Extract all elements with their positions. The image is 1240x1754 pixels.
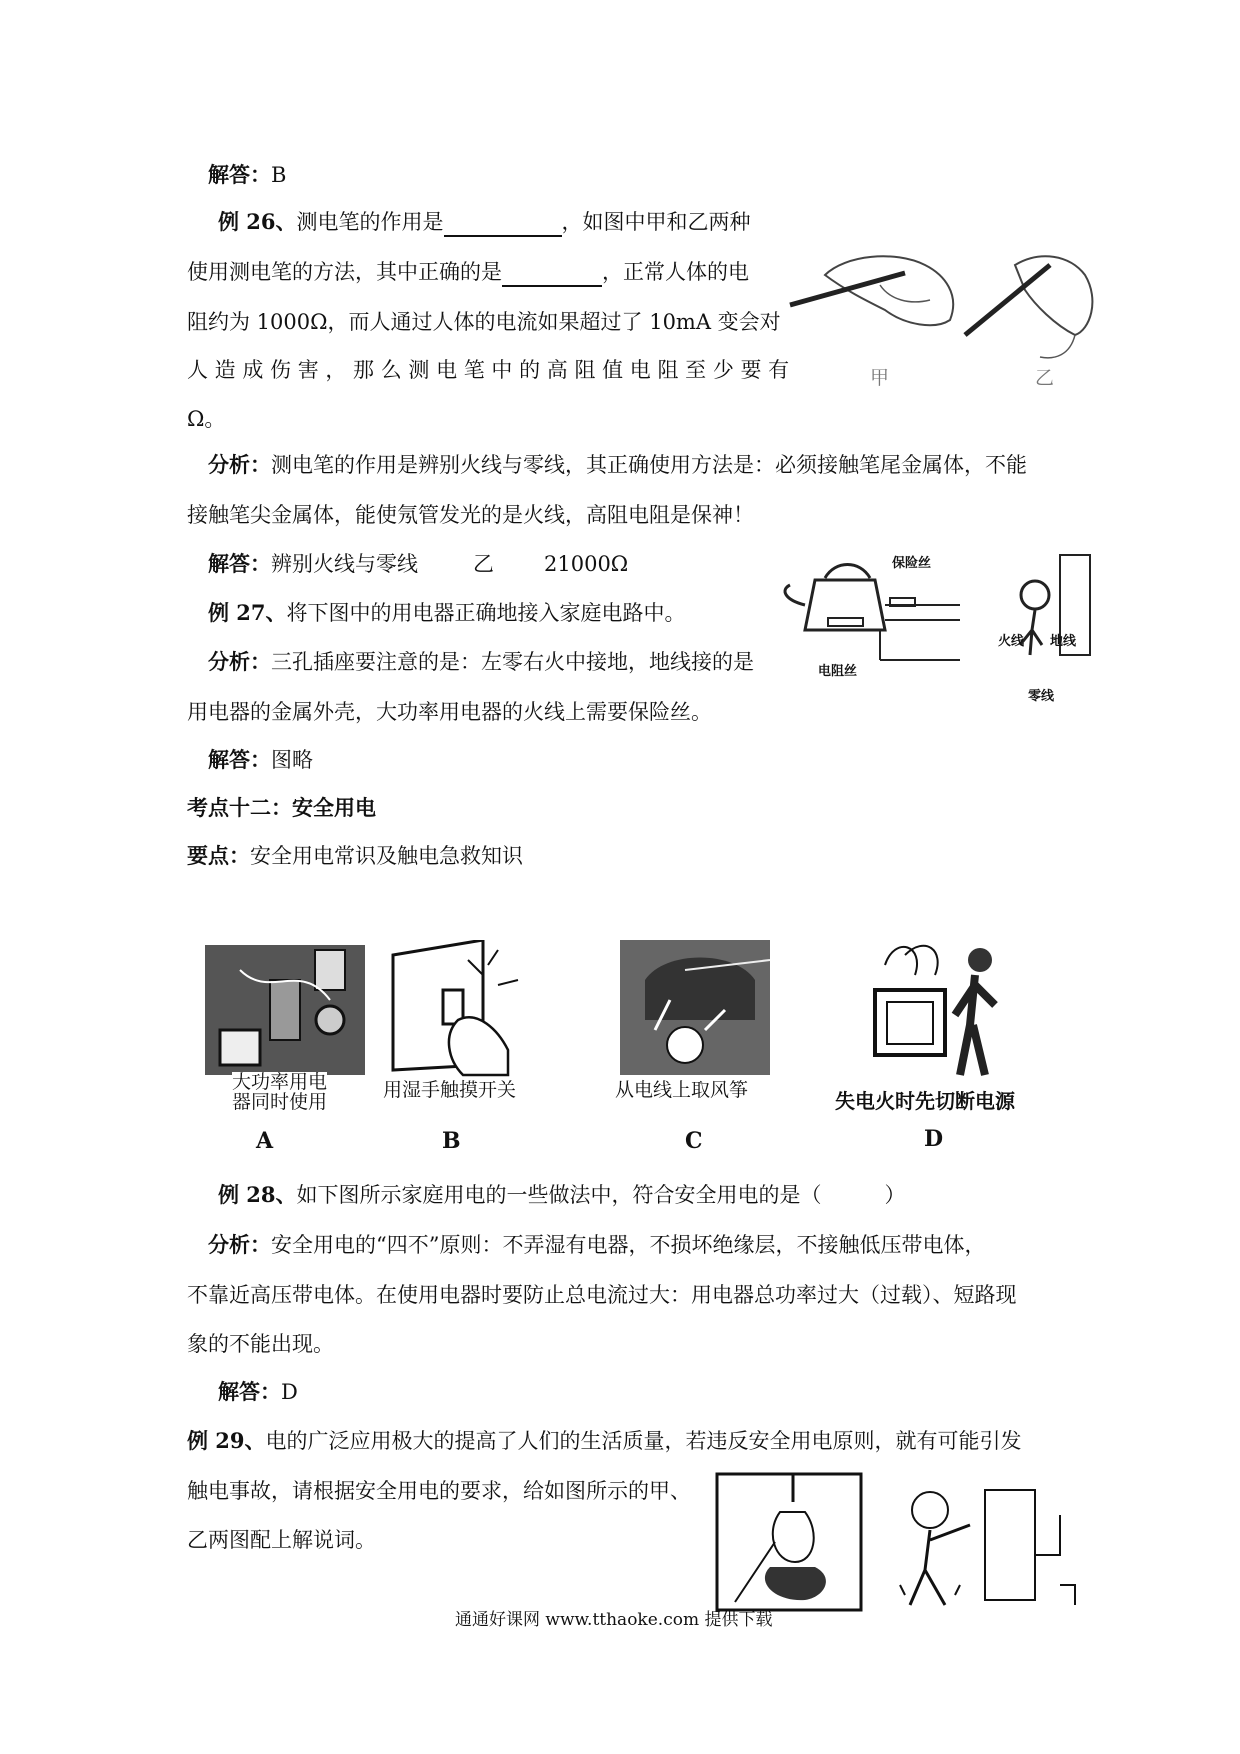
- figure-a: [200, 940, 372, 1120]
- key-point-text: 安全用电常识及触电急救知识: [250, 844, 523, 868]
- answer-text: 图略: [271, 748, 313, 772]
- figure-a-caption: 大功率用电 器同时使用: [232, 1071, 328, 1113]
- figure-a-letter: A: [256, 1128, 274, 1154]
- example-29-line-3: 乙两图配上解说词。: [187, 1528, 376, 1552]
- test-pen-figure: [785, 245, 1115, 395]
- answer-text: 辨别火线与零线: [271, 552, 418, 576]
- example-text: 使用测电笔的方法，其中正确的是: [187, 260, 502, 284]
- example-26-line-1: [218, 207, 751, 237]
- example-26-line-3: 阻约为 1000Ω，而人通过人体的电流如果超过了 10mA 变会对: [187, 310, 781, 334]
- figure-29-yi: [890, 1475, 1090, 1615]
- answer-text: B: [271, 163, 287, 187]
- analysis-28-line-1: [208, 1230, 985, 1260]
- answer-label: 解答：: [208, 162, 271, 187]
- circuit-figure: [780, 550, 1100, 710]
- answer-blank-1[interactable]: [444, 211, 562, 237]
- example-label: 例 26、: [218, 209, 297, 234]
- analysis-label: 分析：: [208, 1232, 271, 1257]
- analysis-28-line-3: 象的不能出现。: [187, 1332, 334, 1356]
- example-29-line-1: [187, 1426, 1022, 1456]
- answer-label: 解答：: [218, 1379, 281, 1404]
- footer-credit: 通通好课网 www.tthaoke.com 提供下载: [455, 1610, 773, 1630]
- figure-d: [835, 935, 1045, 1120]
- key-point: [187, 841, 523, 871]
- ground-wire-label: 地线: [1050, 634, 1077, 649]
- figure-d-caption: 失电火时先切断电源: [835, 1089, 1015, 1113]
- resistor-wire: [828, 618, 863, 626]
- answer-28: [218, 1377, 298, 1407]
- neutral-wire-label: 零线: [1028, 689, 1055, 704]
- example-label: 例 29、: [187, 1428, 266, 1453]
- analysis-26-line-1: [208, 450, 1027, 480]
- test-pen-illustration: [785, 245, 1115, 395]
- figure-d-letter: D: [924, 1126, 944, 1152]
- figure-b-caption: 用湿手触摸开关: [383, 1079, 517, 1101]
- analysis-text: 测电笔的作用是辨别火线与零线，其正确使用方法是：必须接触笔尾金属体，不能: [271, 453, 1027, 477]
- figure-b-letter: B: [442, 1128, 461, 1154]
- figure-label-jia: 甲: [870, 367, 890, 389]
- plug: [1021, 581, 1049, 609]
- test-pen-jia: [790, 273, 905, 305]
- analysis-label: 分析：: [208, 649, 271, 674]
- analysis-text: 三孔插座要注意的是：左零右火中接地，地线接的是: [271, 650, 754, 674]
- example-label: 例 27、: [208, 600, 287, 625]
- figure-b: [383, 940, 538, 1115]
- test-pen-yi: [965, 265, 1050, 335]
- analysis-27-line-2: 用电器的金属外壳，大功率用电器的火线上需要保险丝。: [187, 700, 712, 724]
- live-wire-label: 火线: [998, 634, 1025, 649]
- wet-bulb-illustration: [715, 1472, 863, 1612]
- figure-c-caption: 从电线上取风筝: [615, 1079, 749, 1101]
- answer-label: 解答：: [208, 747, 271, 772]
- key-point-label: 要点：: [187, 843, 250, 868]
- example-29-line-2: 触电事故，请根据安全用电的要求，给如图所示的甲、: [187, 1479, 691, 1503]
- answer-text: 乙: [473, 552, 494, 576]
- example-26-line-2: [187, 257, 749, 287]
- example-text: ，正常人体的电: [602, 260, 749, 284]
- analysis-26-line-2: 接触笔尖金属体，能使氖管发光的是火线，高阻电阻是保神！: [187, 503, 754, 527]
- analysis-text: 安全用电的“四不”原则：不弄湿有电器，不损坏绝缘层，不接触低压带电体，: [271, 1233, 986, 1257]
- example-27: [208, 598, 686, 628]
- example-26-line-5: Ω。: [187, 407, 226, 431]
- analysis-label: 分析：: [208, 452, 271, 477]
- example-label: 例 28、: [218, 1182, 297, 1207]
- answer-blank-2[interactable]: [502, 261, 602, 287]
- answer-text: D: [281, 1380, 298, 1404]
- answer-26: [208, 549, 628, 579]
- example-text: ，如图中甲和乙两种: [561, 210, 751, 234]
- example-text: 将下图中的用电器正确地接入家庭电路中。: [286, 601, 686, 625]
- resistor-label: 电阻丝: [818, 664, 858, 679]
- analysis-27-line-1: [208, 647, 754, 677]
- fuse-label: 保险丝: [892, 556, 932, 571]
- example-28: [218, 1180, 906, 1210]
- example-text: 测电笔的作用是: [296, 210, 444, 234]
- answer-27: [208, 745, 313, 775]
- figure-c: [615, 940, 775, 1115]
- figure-c-letter: C: [685, 1128, 703, 1154]
- example-text: 如下图所示家庭用电的一些做法中，符合安全用电的是（ ）: [296, 1183, 906, 1207]
- answer-label: 解答：: [208, 551, 271, 576]
- example-26-line-4: 人 造 成 伤 害 ， 那 么 测 电 笔 中 的 高 阻 值 电 阻 至 少 要 有: [187, 358, 790, 382]
- answer-text: 21000Ω: [544, 552, 629, 576]
- figure-29-jia: [715, 1472, 863, 1612]
- section-heading: 考点十二：安全用电: [187, 795, 376, 820]
- example-text: 电的广泛应用极大的提高了人们的生活质量，若违反安全用电原则，就有可能引发: [265, 1429, 1022, 1453]
- unplug-fridge-illustration: [890, 1475, 1090, 1615]
- figure-label-yi: 乙: [1035, 367, 1055, 389]
- analysis-28-line-2: 不靠近高压带电体。在使用电器时要防止总电流过大：用电器总功率过大（过载）、短路现: [187, 1283, 1017, 1307]
- answer-25: [208, 160, 286, 190]
